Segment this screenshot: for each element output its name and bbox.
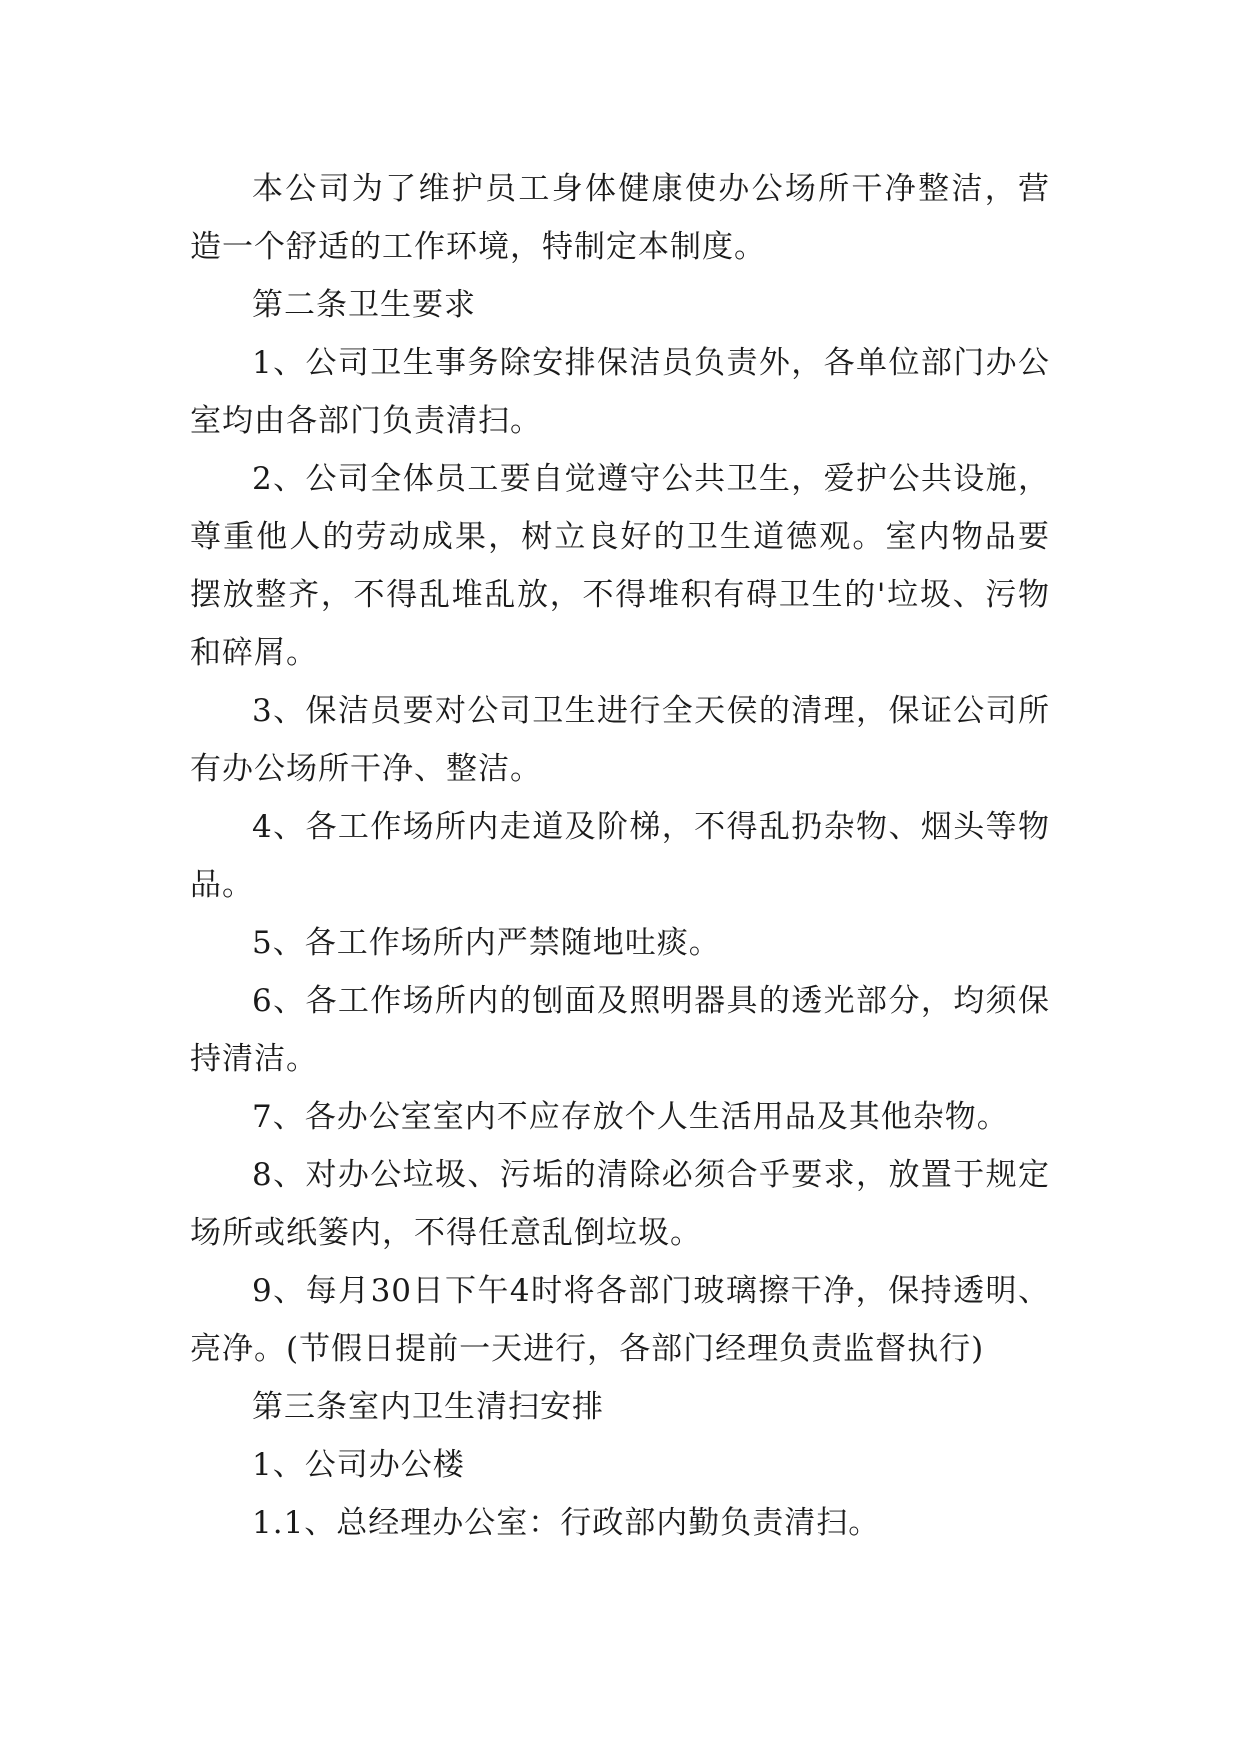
clause-9: 9、每月30日下午4时将各部门玻璃擦干净，保持透明、亮净。(节假日提前一天进行，各部门经理负责监督执行) — [190, 1273, 1050, 1367]
clause-1: 1、公司卫生事务除安排保洁员负责外，各单位部门办公室均由各部门负责清扫。 — [190, 345, 1050, 439]
clause-4: 4、各工作场所内走道及阶梯，不得乱扔杂物、烟头等物品。 — [190, 809, 1050, 903]
clause-5: 5、各工作场所内严禁随地吐痰。 — [252, 925, 721, 961]
document-body — [190, 160, 1050, 1552]
item-gm-office: 1.1、总经理办公室：行政部内勤负责清扫。 — [252, 1505, 881, 1541]
clause-2: 2、公司全体员工要自觉遵守公共卫生，爱护公共设施，尊重他人的劳动成果，树立良好的卫生道德观。室内物品要摆放整齐，不得乱堆乱放，不得堆积有碍卫生的'垃圾、污物和碎屑。 — [190, 461, 1050, 671]
subsection-office-building: 1、公司办公楼 — [252, 1447, 465, 1483]
clause-3: 3、保洁员要对公司卫生进行全天侯的清理，保证公司所有办公场所干净、整洁。 — [190, 693, 1050, 787]
section-heading-article-2: 第二条卫生要求 — [252, 287, 476, 323]
clause-6: 6、各工作场所内的刨面及照明器具的透光部分，均须保持清洁。 — [190, 983, 1050, 1077]
section-heading-article-3: 第三条室内卫生清扫安排 — [252, 1389, 604, 1425]
clause-7: 7、各办公室室内不应存放个人生活用品及其他杂物。 — [252, 1099, 1009, 1135]
intro-paragraph: 本公司为了维护员工身体健康使办公场所干净整洁，营造一个舒适的工作环境，特制定本制度。 — [190, 171, 1050, 265]
clause-8: 8、对办公垃圾、污垢的清除必须合乎要求，放置于规定场所或纸篓内，不得任意乱倒垃圾。 — [190, 1157, 1050, 1251]
